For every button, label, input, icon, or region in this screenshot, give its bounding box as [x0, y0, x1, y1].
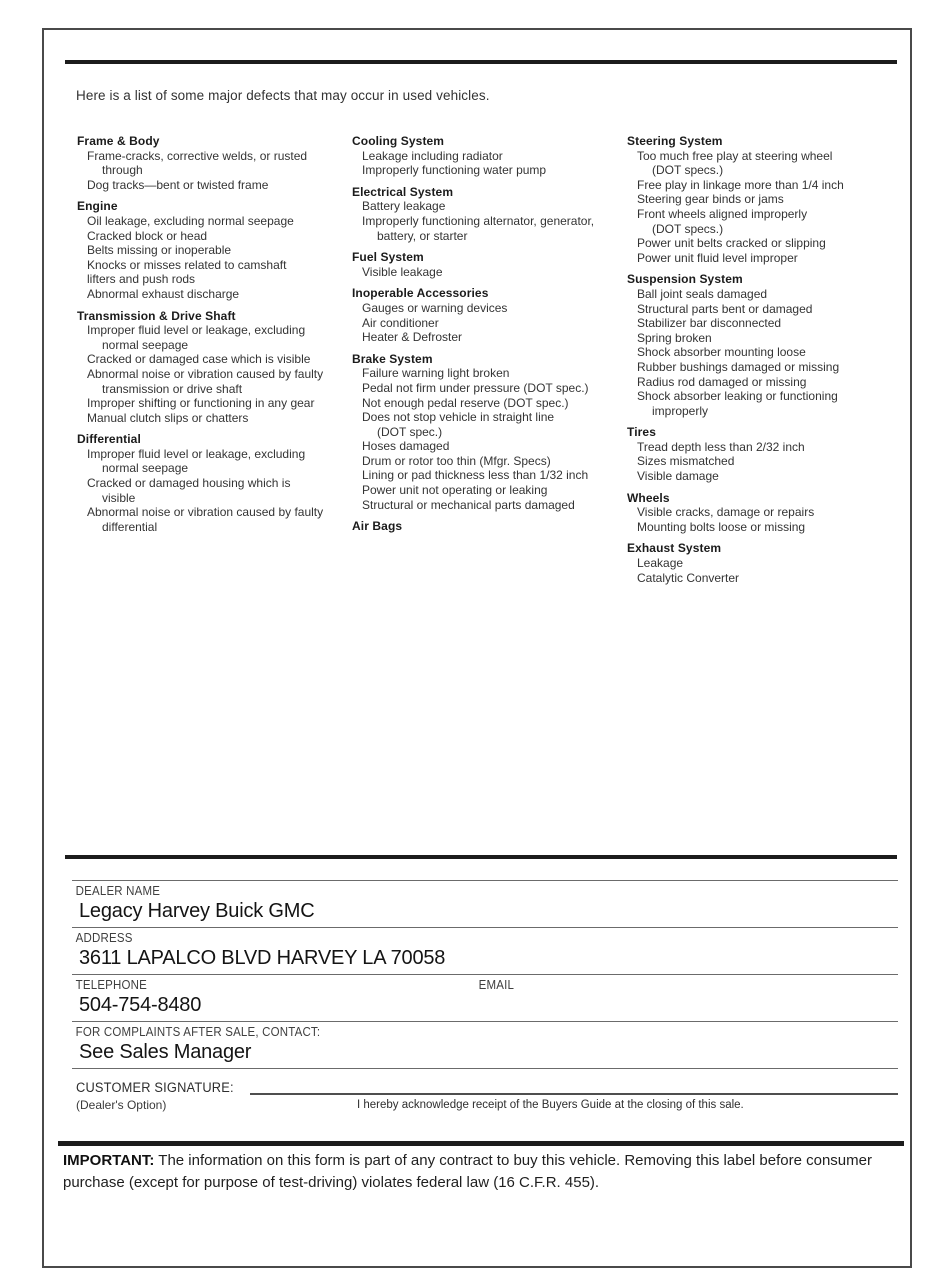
- defects-column-middle: [352, 134, 627, 592]
- dealer-info-section: [72, 880, 898, 1069]
- defect-item-line: Cracked block or head: [87, 228, 208, 243]
- defects-intro-text: Here is a list of some major defects that may occur in used vehicles.: [76, 88, 490, 103]
- defect-item-line: Catalytic Converter: [637, 570, 740, 585]
- defect-section: [352, 134, 627, 178]
- dealer-address-label: ADDRESS: [75, 931, 133, 945]
- dealer-contact-row: [72, 974, 898, 1021]
- dealer-complaints-label: FOR COMPLAINTS AFTER SALE, CONTACT:: [75, 1025, 321, 1039]
- defect-item-line: Structural or mechanical parts damaged: [362, 497, 575, 512]
- defect-category-heading: Steering System: [627, 134, 723, 148]
- signature-sub-row: [76, 1098, 898, 1114]
- defect-section: [627, 541, 897, 585]
- defect-item-line: Visible leakage: [362, 264, 443, 279]
- defect-item-line: lifters and push rods: [87, 272, 196, 287]
- defect-category-heading: Exhaust System: [627, 541, 722, 556]
- defect-section: [77, 134, 352, 192]
- acknowledgment-text: I hereby acknowledge receipt of the Buyers Guide at the closing of this sale.: [357, 1099, 744, 1111]
- defect-item-line: Stabilizer bar disconnected: [637, 316, 782, 331]
- defect-section: [77, 432, 352, 534]
- defect-item-line: differential: [102, 519, 158, 534]
- defect-item-line: Frame-cracks, corrective welds, or rusted: [87, 148, 308, 163]
- defect-item-line: Improperly functioning alternator, generator,: [362, 213, 595, 228]
- dealer-telephone-cell: [72, 975, 475, 1021]
- defect-item-line: Lining or pad thickness less than 1/32 inch: [362, 468, 589, 483]
- dealer-address-row: [72, 927, 898, 974]
- defect-item-line: Heater & Defroster: [362, 330, 463, 345]
- defect-section: [352, 185, 627, 243]
- defect-item-line: normal seepage: [102, 461, 189, 476]
- important-notice: [63, 1150, 885, 1193]
- defect-item-line: (DOT specs.): [652, 163, 724, 178]
- defect-item-line: Mounting bolts loose or missing: [637, 519, 806, 534]
- defect-item-line: Gauges or warning devices: [362, 300, 508, 315]
- defect-item-line: Improper shifting or functioning in any gear: [87, 396, 315, 411]
- defect-item-line: Sizes mismatched: [637, 454, 735, 469]
- defect-item-line: Drum or rotor too thin (Mfgr. Specs): [362, 453, 551, 468]
- defect-item-line: Improper fluid level or leakage, excluding: [87, 323, 306, 338]
- defect-item-line: Abnormal noise or vibration caused by faulty: [87, 366, 324, 381]
- defect-category-heading: Brake System: [352, 351, 433, 366]
- defect-item-line: Ball joint seals damaged: [637, 286, 768, 301]
- defect-item-line: Shock absorber leaking or functioning: [637, 389, 838, 404]
- defect-category-heading: Air Bags: [352, 519, 403, 534]
- important-text: The information on this form is part of any contract to buy this vehicle. Removing this label before consumer purchase (except for purpose of test-driving) violates federal law (16 C.F.R. 455).: [63, 1152, 872, 1191]
- defect-section: [352, 519, 627, 534]
- dealer-complaints-value: See Sales Manager: [79, 1041, 252, 1063]
- defect-item-line: Cracked or damaged case which is visible: [87, 352, 311, 367]
- defect-item-line: Pedal not firm under pressure (DOT spec.): [362, 380, 589, 395]
- defect-category-heading: Frame & Body: [77, 134, 160, 148]
- defects-column-left: [77, 134, 352, 592]
- defect-item-line: Power unit belts cracked or slipping: [637, 236, 826, 251]
- defect-section: [352, 286, 627, 344]
- defect-category-heading: Differential: [77, 432, 141, 447]
- dealers-option-note: (Dealer's Option): [76, 1098, 167, 1112]
- dealer-telephone-value: 504-754-8480: [79, 994, 202, 1016]
- defect-section: [627, 134, 897, 265]
- defect-item-line: Shock absorber mounting loose: [637, 345, 806, 360]
- defect-item-line: Battery leakage: [362, 199, 446, 214]
- defect-section: [627, 425, 897, 483]
- customer-signature-section: [76, 1080, 898, 1114]
- dealer-name-value: Legacy Harvey Buick GMC: [79, 900, 315, 922]
- top-divider-rule: [65, 60, 897, 64]
- dealer-email-value: [475, 994, 898, 998]
- dealer-complaints-row: [72, 1021, 898, 1069]
- defect-item-line: Knocks or misses related to camshaft: [87, 257, 287, 272]
- defect-section: [77, 309, 352, 426]
- defect-item-line: Free play in linkage more than 1/4 inch: [637, 177, 844, 192]
- defect-item-line: Abnormal exhaust discharge: [87, 286, 240, 301]
- defect-item-line: Oil leakage, excluding normal seepage: [87, 213, 294, 228]
- defect-item-line: Belts missing or inoperable: [87, 243, 232, 258]
- defect-item-line: Visible cracks, damage or repairs: [637, 505, 815, 520]
- defect-item-line: (DOT specs.): [652, 221, 724, 236]
- defect-category-heading: Wheels: [627, 490, 670, 505]
- defect-item-line: improperly: [652, 403, 709, 418]
- defect-item-line: Air conditioner: [362, 315, 439, 330]
- defect-item-line: through: [102, 163, 143, 178]
- defect-item-line: Abnormal noise or vibration caused by faulty: [87, 505, 324, 520]
- defect-item-line: Failure warning light broken: [362, 366, 510, 381]
- defect-item-line: normal seepage: [102, 337, 189, 352]
- defect-item-line: Leakage including radiator: [362, 148, 503, 163]
- defect-section: [627, 491, 897, 535]
- defect-section: [352, 250, 627, 279]
- customer-signature-line: [250, 1081, 898, 1095]
- dealer-name-row: [72, 880, 898, 927]
- defect-item-line: Not enough pedal reserve (DOT spec.): [362, 395, 569, 410]
- defect-item-line: transmission or drive shaft: [102, 381, 243, 396]
- customer-signature-label: CUSTOMER SIGNATURE:: [76, 1080, 234, 1095]
- defect-item-line: Structural parts bent or damaged: [637, 301, 813, 316]
- defects-column-right: [627, 134, 897, 592]
- defect-item-line: Manual clutch slips or chatters: [87, 410, 249, 425]
- dealer-email-label: EMAIL: [478, 978, 515, 992]
- buyers-guide-form-frame: [42, 28, 912, 1268]
- defect-item-line: battery, or starter: [377, 228, 468, 243]
- defect-item-line: Steering gear binds or jams: [637, 192, 784, 207]
- defect-category-heading: Electrical System: [352, 184, 454, 199]
- important-label: IMPORTANT:: [63, 1152, 155, 1169]
- defect-section: [627, 272, 897, 418]
- defect-item-line: Cracked or damaged housing which is: [87, 476, 291, 491]
- defect-item-line: Does not stop vehicle in straight line: [362, 410, 555, 425]
- defect-item-line: Too much free play at steering wheel: [637, 148, 833, 163]
- defect-item-line: Front wheels aligned improperly: [637, 206, 808, 221]
- defect-category-heading: Engine: [77, 199, 118, 214]
- defect-item-line: (DOT spec.): [377, 424, 443, 439]
- important-section-divider-rule: [58, 1141, 904, 1146]
- defect-category-heading: Suspension System: [627, 272, 743, 287]
- dealer-telephone-label: TELEPHONE: [75, 978, 147, 992]
- defect-item-line: Power unit not operating or leaking: [362, 483, 548, 498]
- defect-item-line: Dog tracks—bent or twisted frame: [87, 177, 269, 192]
- defect-item-line: Spring broken: [637, 330, 712, 345]
- defect-item-line: Radius rod damaged or missing: [637, 374, 807, 389]
- defect-item-line: Rubber bushings damaged or missing: [637, 359, 840, 374]
- dealer-email-cell: [475, 975, 898, 1021]
- defect-item-line: Visible damage: [637, 469, 719, 484]
- dealer-address-value: 3611 LAPALCO BLVD HARVEY LA 70058: [79, 947, 446, 969]
- defect-section: [77, 199, 352, 301]
- defect-item-line: Leakage: [637, 556, 684, 571]
- defect-item-line: visible: [102, 490, 136, 505]
- defect-item-line: Improperly functioning water pump: [362, 163, 547, 178]
- defect-category-heading: Cooling System: [352, 134, 445, 148]
- defect-category-heading: Fuel System: [352, 250, 424, 265]
- defect-category-heading: Tires: [627, 425, 656, 440]
- defect-item-line: Improper fluid level or leakage, excluding: [87, 446, 306, 461]
- defect-section: [352, 352, 627, 513]
- defect-category-heading: Transmission & Drive Shaft: [77, 308, 236, 323]
- dealer-name-label: DEALER NAME: [75, 884, 161, 898]
- defect-item-line: Power unit fluid level improper: [637, 250, 798, 265]
- defect-item-line: Tread depth less than 2/32 inch: [637, 439, 805, 454]
- customer-signature-row: [76, 1080, 898, 1095]
- defect-item-line: Hoses damaged: [362, 439, 450, 454]
- defect-category-heading: Inoperable Accessories: [352, 286, 489, 301]
- defects-list: [77, 134, 897, 592]
- dealer-section-divider-rule: [65, 855, 897, 859]
